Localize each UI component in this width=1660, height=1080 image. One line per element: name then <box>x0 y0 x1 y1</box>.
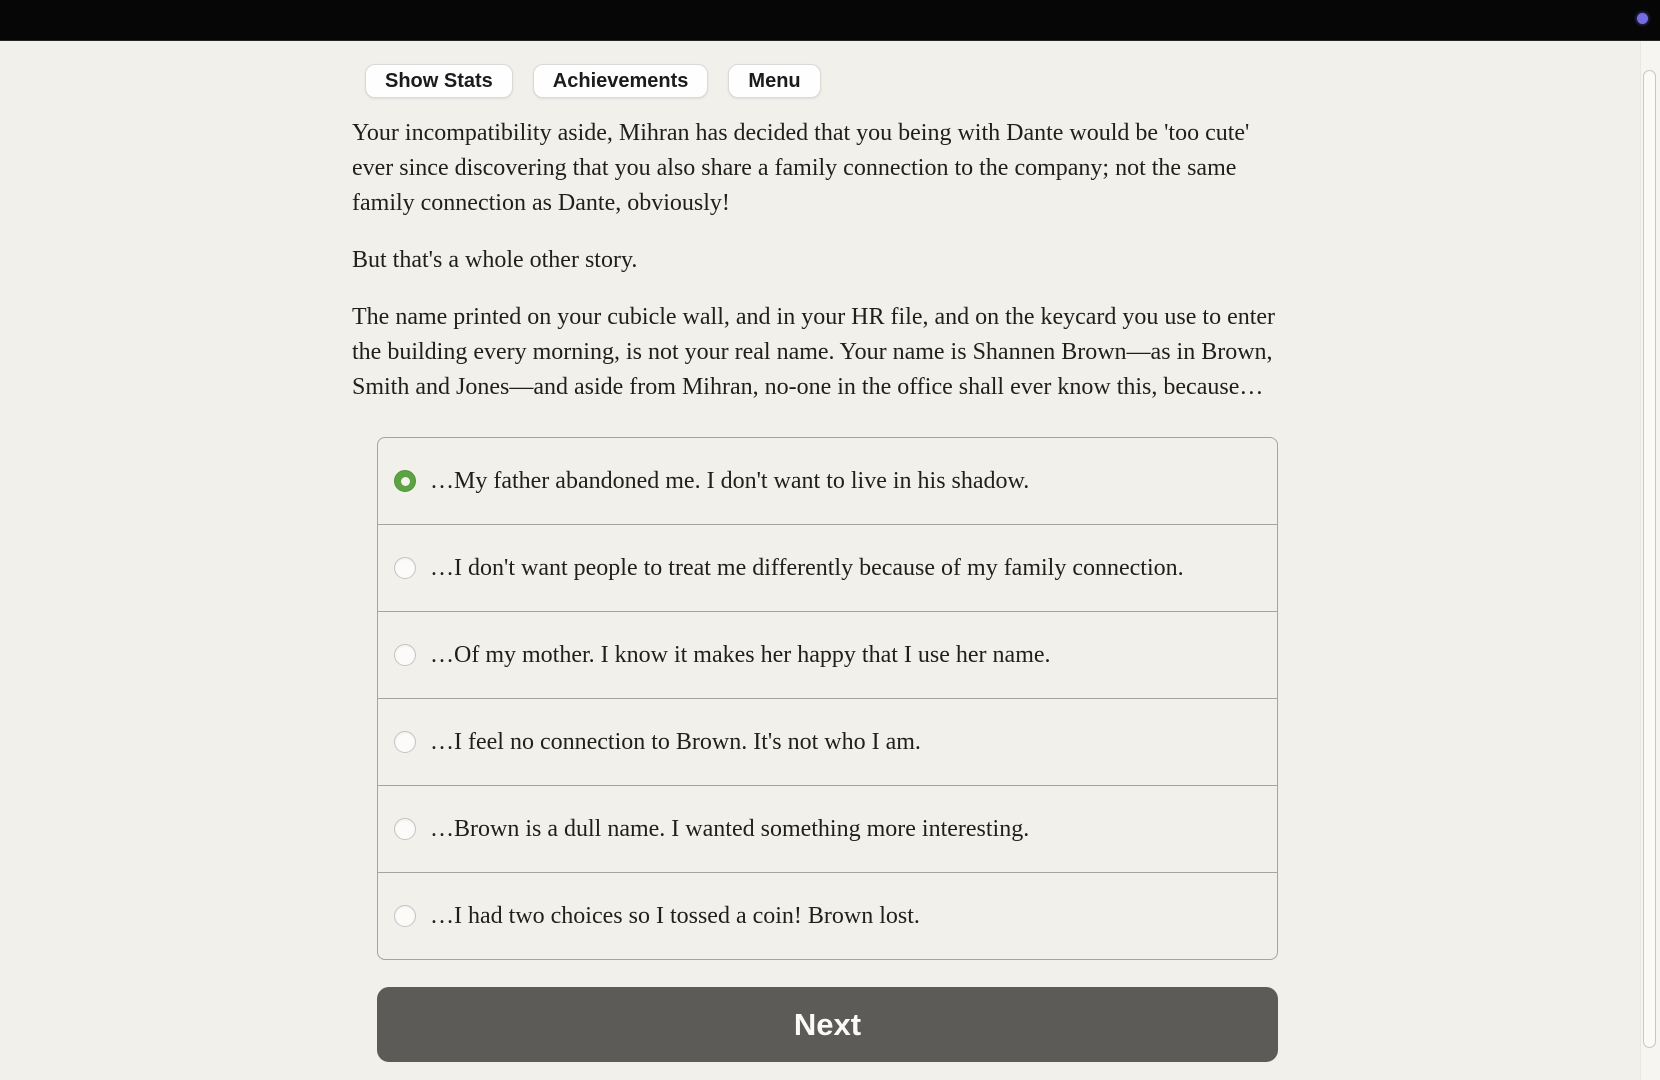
choice-option[interactable] <box>378 611 1277 698</box>
scrollbar-track[interactable] <box>1640 41 1660 1080</box>
choice-label: …I don't want people to treat me differently because of my family connection. <box>430 555 1184 581</box>
radio-inner-dot <box>401 651 410 660</box>
choice-option[interactable] <box>378 698 1277 785</box>
choice-option[interactable] <box>378 785 1277 872</box>
notification-dot-icon <box>1637 13 1648 24</box>
radio-selected-icon[interactable] <box>394 470 416 492</box>
story-paragraph: But that's a whole other story. <box>352 247 638 273</box>
radio-unselected-icon[interactable] <box>394 818 416 840</box>
story-text <box>352 116 1278 405</box>
radio-inner-dot <box>401 738 410 747</box>
radio-unselected-icon[interactable] <box>394 644 416 666</box>
choice-label: …Brown is a dull name. I wanted something more interesting. <box>430 816 1030 842</box>
choice-label: …My father abandoned me. I don't want to live in his shadow. <box>430 468 1030 494</box>
choice-option[interactable] <box>378 438 1277 524</box>
radio-unselected-icon[interactable] <box>394 905 416 927</box>
menu-button[interactable]: Menu <box>728 64 820 98</box>
radio-inner-dot <box>401 477 410 486</box>
toolbar <box>365 64 1278 98</box>
choice-list <box>377 437 1278 960</box>
radio-inner-dot <box>401 564 410 573</box>
choice-label: …Of my mother. I know it makes her happy that I use her name. <box>430 642 1051 668</box>
scrollbar-thumb[interactable] <box>1643 70 1656 1048</box>
main-content <box>352 40 1278 1062</box>
achievements-button[interactable]: Achievements <box>533 64 709 98</box>
story-paragraph: The name printed on your cubicle wall, and in your HR file, and on the keycard you use to enter the building every morning, is not your real name. Your name is Shannen Brown—as in Brown, Smith and Jones—and aside from Mihran, no-one in the office shall ever know this, because… <box>352 304 1276 400</box>
radio-inner-dot <box>401 825 410 834</box>
story-paragraph: Your incompatibility aside, Mihran has decided that you being with Dante would be 'too cute' ever since discovering that you also share a family connection to the company; not the same family connection as Dante, obviously! <box>352 120 1250 216</box>
radio-unselected-icon[interactable] <box>394 731 416 753</box>
next-button[interactable]: Next <box>377 987 1278 1062</box>
radio-inner-dot <box>401 912 410 921</box>
choice-option[interactable] <box>378 524 1277 611</box>
choice-option[interactable] <box>378 872 1277 959</box>
top-bar <box>0 0 1660 41</box>
radio-unselected-icon[interactable] <box>394 557 416 579</box>
show-stats-button[interactable]: Show Stats <box>365 64 513 98</box>
choice-label: …I feel no connection to Brown. It's not who I am. <box>430 729 921 755</box>
choice-label: …I had two choices so I tossed a coin! Brown lost. <box>430 903 920 929</box>
